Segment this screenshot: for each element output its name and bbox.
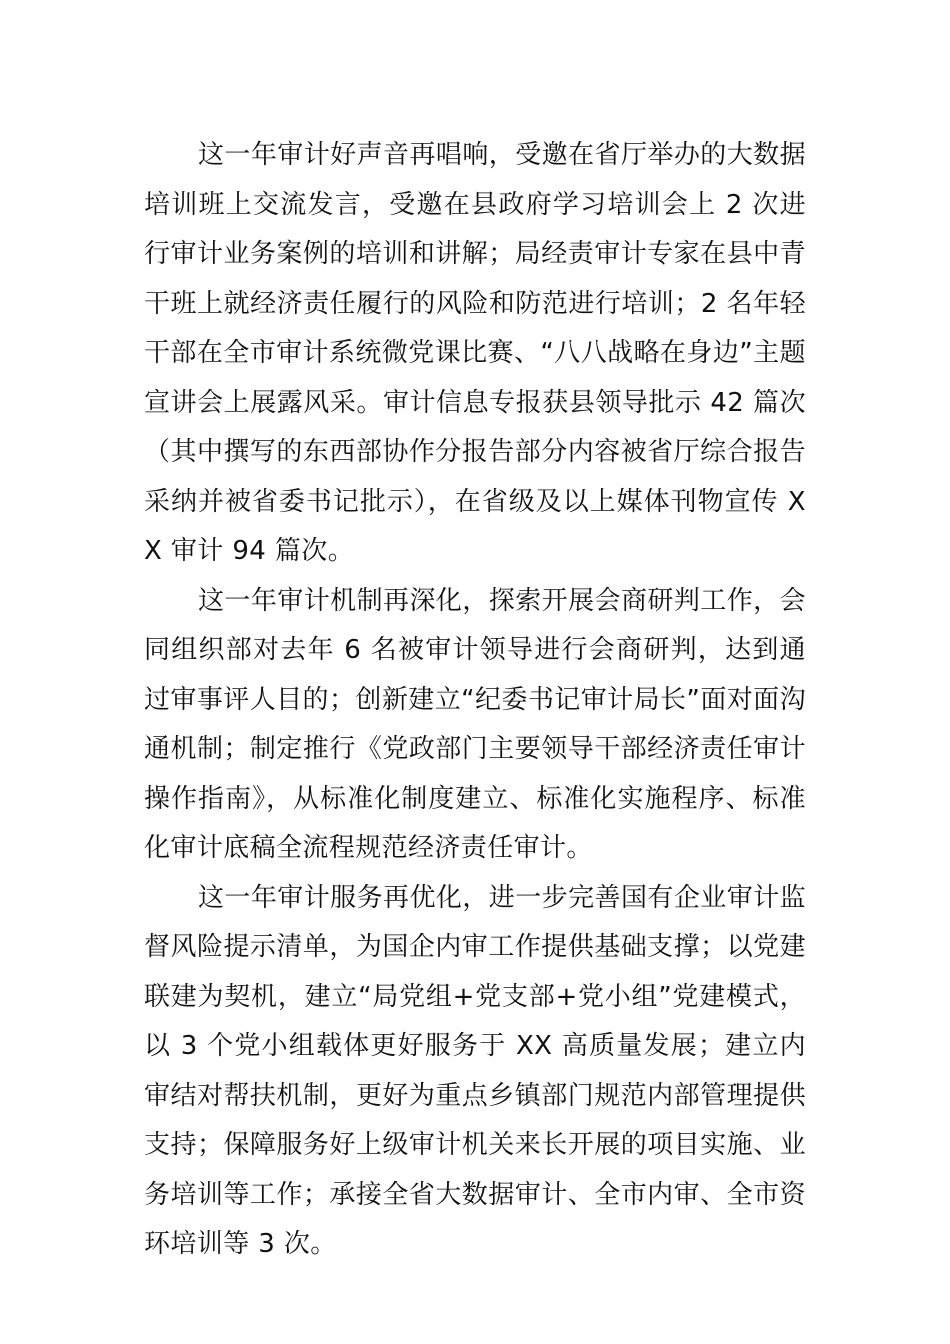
paragraph-audit-service: 这一年审计服务再优化，进一步完善国有企业审计监督风险提示清单，为国企内审工作提供基础支撑；以党建联建为契机，建立“局党组+党支部+党小组”党建模式，以 3 个党小组载体更好服务于 XX 高质量发展；建立内审结对帮扶机制，更好为重点乡镇部门规范内部管理提供支持；保障服务好上级审计机关来长开展的项目实施、业务培训等工作；承接全省大数据审计、全市内审、全市资环培训等 3 次。 [144, 882, 806, 1259]
document-body [144, 131, 806, 1270]
paragraph-audit-mechanism: 这一年审计机制再深化，探索开展会商研判工作，会同组织部对去年 6 名被审计领导进行会商研判，达到通过审事评人目的；创新建立“纪委书记审计局长”面对面沟通机制；制定推行《党政部门主要领导干部经济责任审计操作指南》，从标准化制度建立、标准化实施程序、标准化审计底稿全流程规范经济责任审计。 [144, 585, 806, 863]
paragraph-audit-voice: 这一年审计好声音再唱响，受邀在省厅举办的大数据培训班上交流发言，受邀在县政府学习培训会上 2 次进行审计业务案例的培训和讲解；局经责审计专家在县中青干班上就经济责任履行的风险和防范进行培训；2 名年轻干部在全市审计系统微党课比赛、“八八战略在身边”主题宣讲会上展露风采。审计信息专报获县领导批示 42 篇次（其中撰写的东西部协作分报告部分内容被省厅综合报告采纳并被省委书记批示），在省级及以上媒体刊物宣传 XX 审计 94 篇次。 [144, 140, 806, 566]
